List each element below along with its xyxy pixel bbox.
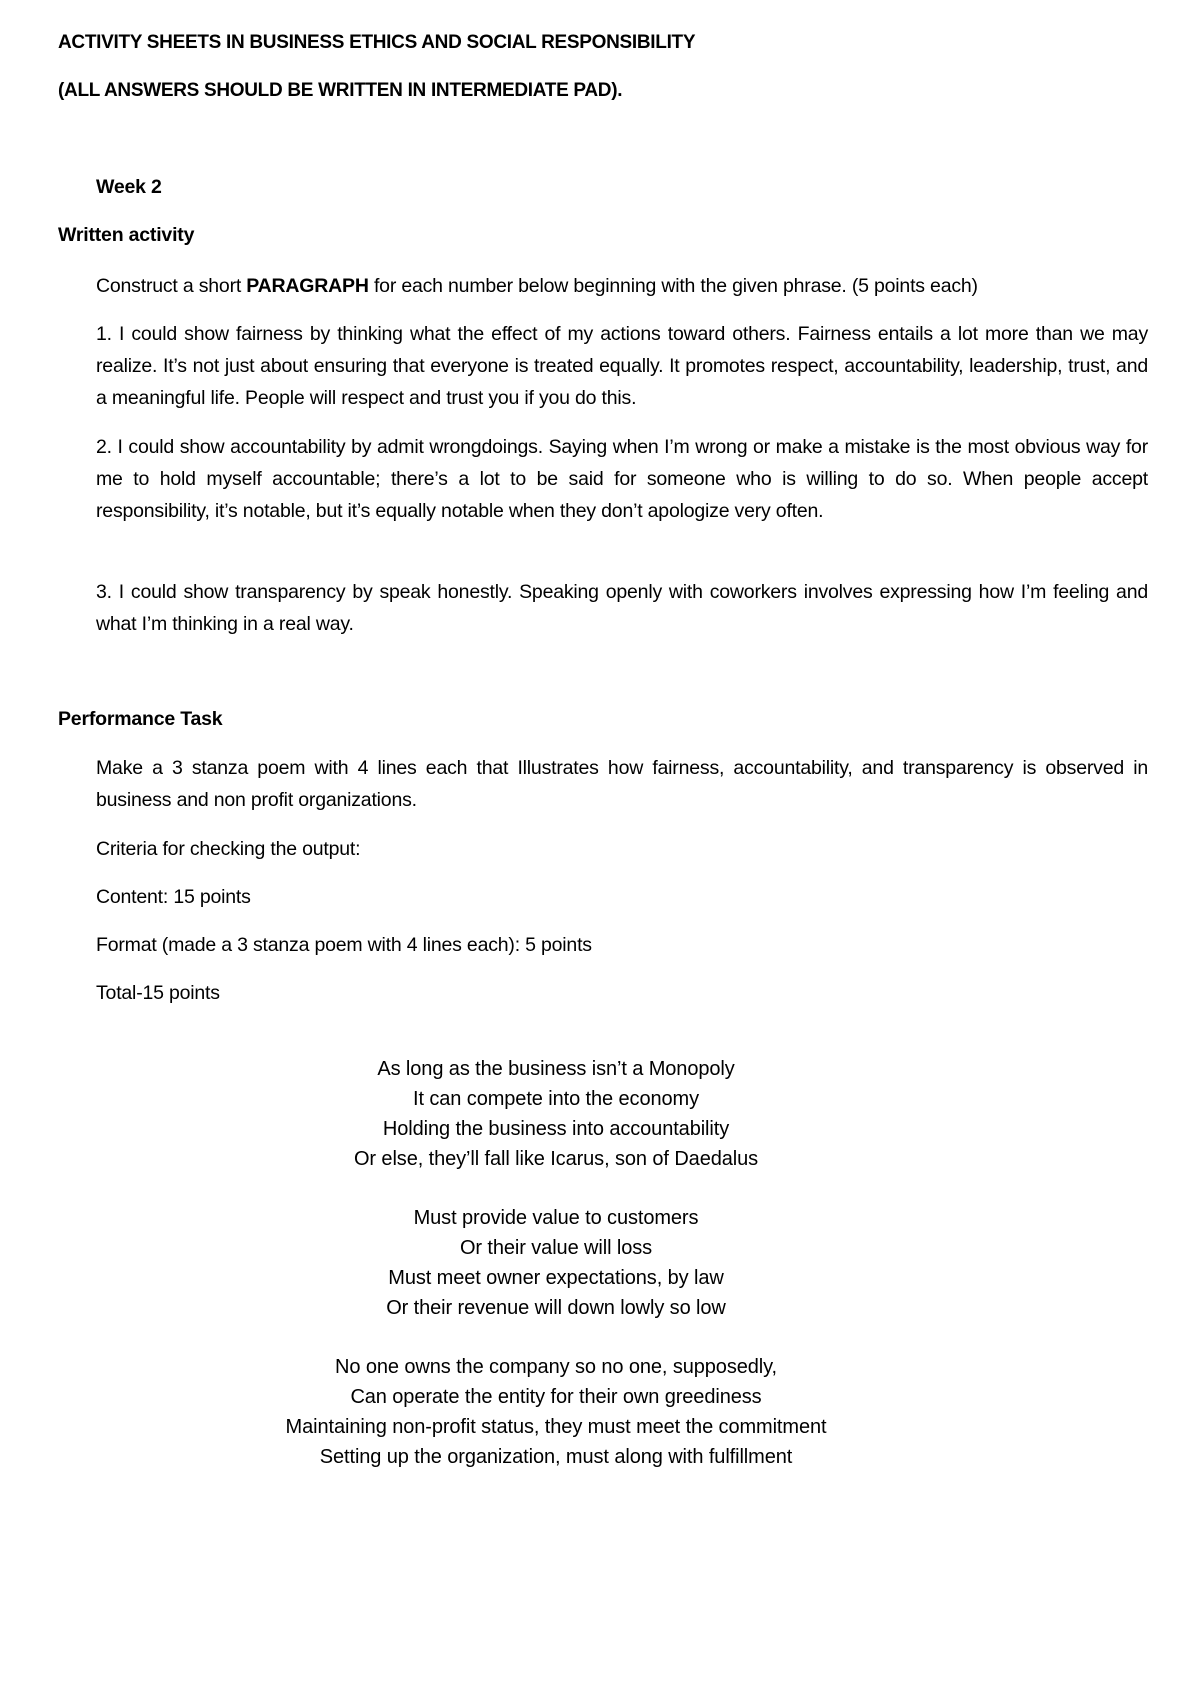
poem-line: As long as the business isn’t a Monopoly: [377, 1058, 735, 1080]
poem-line: Holding the business into accountability: [382, 1118, 730, 1140]
poem-line: Or their value will loss: [459, 1237, 653, 1259]
poem-line: Setting up the organization, must along with fulfillment: [319, 1446, 793, 1468]
answer-paragraph-2: 2. I could show accountability by admit wrongdoings. Saying when I’m wrong or make a mistake is the most obvious way for me to hold myself accountable; there’s a lot to be said for someone who is willing to do so. When people accept responsibility, it’s notable, but it’s equally notable when they don’t apologize very often.: [96, 436, 1148, 522]
prompt-text-before: Construct a short: [96, 275, 247, 297]
written-activity-heading: Written activity: [58, 224, 195, 246]
document-instruction: (ALL ANSWERS SHOULD BE WRITTEN IN INTERMEDIATE PAD).: [58, 80, 623, 101]
poem-line: Or else, they’ll fall like Icarus, son of Daedalus: [353, 1148, 759, 1170]
poem-stanza-2: [0, 1203, 1112, 1323]
poem-line: It can compete into the economy: [413, 1088, 699, 1110]
criteria-format: Format (made a 3 stanza poem with 4 lines each): 5 points: [96, 934, 592, 956]
poem-stanza-1: [0, 1054, 1112, 1174]
performance-task-instruction: Make a 3 stanza poem with 4 lines each that Illustrates how fairness, accountability, and transparency is observed in business and non profit organizations.: [96, 757, 1148, 811]
poem-stanza-3: [0, 1352, 1112, 1472]
poem-line: Must meet owner expectations, by law: [388, 1267, 724, 1289]
criteria-total: Total-15 points: [96, 982, 220, 1004]
prompt-text-after: for each number below beginning with the given phrase. (5 points each): [368, 275, 978, 297]
poem-line: Can operate the entity for their own greediness: [350, 1386, 762, 1408]
answer-paragraph-1: 1. I could show fairness by thinking what the effect of my actions toward others. Fairness entails a lot more than we may realize. It’s not just about ensuring that everyone is treated equally. It promotes respect, accountability, leadership, trust, and a meaningful life. People will respect and trust you if you do this.: [96, 323, 1148, 409]
poem-line: Must provide value to customers: [413, 1207, 699, 1229]
answer-paragraph-3: 3. I could show transparency by speak honestly. Speaking openly with coworkers involves expressing how I’m feeling and what I’m thinking in a real way.: [96, 581, 1148, 635]
week-label: Week 2: [96, 176, 162, 198]
performance-task-heading: Performance Task: [58, 708, 223, 730]
poem-line: Maintaining non-profit status, they must meet the commitment: [285, 1416, 827, 1438]
prompt-text-bold: PARAGRAPH: [246, 275, 369, 297]
poem-line: No one owns the company so no one, supposedly,: [335, 1356, 777, 1378]
written-activity-prompt: [96, 270, 978, 302]
criteria-content: Content: 15 points: [96, 886, 251, 908]
poem-line: Or their revenue will down lowly so low: [386, 1297, 726, 1319]
criteria-heading: Criteria for checking the output:: [96, 838, 361, 860]
document-title: ACTIVITY SHEETS IN BUSINESS ETHICS AND SOCIAL RESPONSIBILITY: [58, 32, 696, 53]
